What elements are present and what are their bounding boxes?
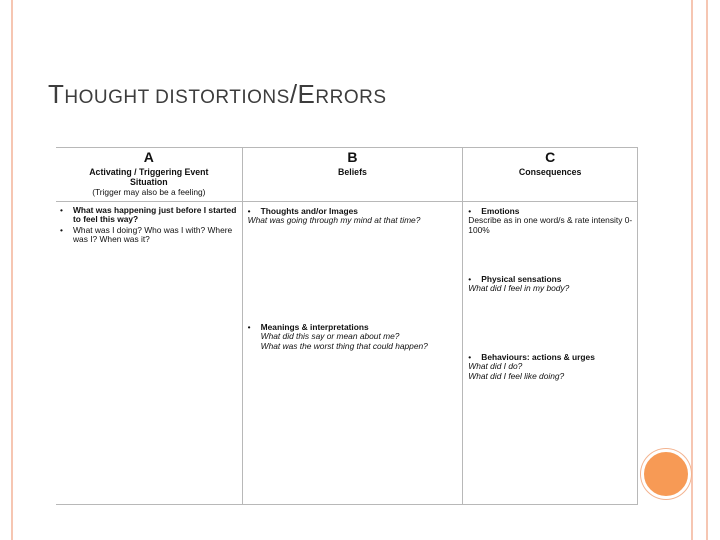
header-divider xyxy=(463,201,637,202)
list-item xyxy=(60,206,240,225)
title-part: E xyxy=(297,79,316,109)
column-a-heading-1: Activating / Triggering Event xyxy=(89,167,209,177)
meanings-question-1: What did this say or mean about me? xyxy=(260,331,400,342)
column-b-letter: B xyxy=(347,149,358,165)
column-a-letter: A xyxy=(143,149,154,165)
behaviours-question-2: What did I feel like doing? xyxy=(468,370,565,381)
thoughts-title: Thoughts and/or Images xyxy=(260,206,358,216)
list-item xyxy=(468,353,634,381)
title-part: / xyxy=(289,79,298,109)
abc-table xyxy=(56,147,638,505)
column-c-letter: C xyxy=(545,149,556,165)
column-a-bullet-1: What was happening just before I started to feel this way? xyxy=(73,205,237,225)
emotions-description: Describe as in one word/s & rate intensity 0-100% xyxy=(468,215,633,235)
list-item xyxy=(468,207,634,235)
title-part: HOUGHT DISTORTIONS xyxy=(64,87,290,108)
column-a-heading-2: Situation xyxy=(130,177,168,187)
header-divider xyxy=(56,201,242,202)
column-b xyxy=(243,148,464,504)
bullet-icon: • xyxy=(60,225,63,235)
bullet-icon: • xyxy=(60,205,63,215)
column-c-heading: Consequences xyxy=(518,167,582,177)
header-divider xyxy=(243,201,463,202)
column-a-subnote: (Trigger may also be a feeling) xyxy=(92,187,206,197)
page-title xyxy=(48,79,387,110)
list-item xyxy=(468,275,634,294)
physical-question: What did I feel in my body? xyxy=(468,283,570,294)
list-item xyxy=(60,226,240,245)
column-b-heading: Beliefs xyxy=(338,167,367,177)
meanings-title: Meanings & interpretations xyxy=(260,322,369,332)
bullet-icon: • xyxy=(247,322,251,332)
bullet-icon: • xyxy=(468,352,472,362)
meanings-question-2: What was the worst thing that could happen? xyxy=(260,340,428,351)
frame-line-right-inner xyxy=(691,0,693,540)
bullet-icon: • xyxy=(247,206,251,216)
title-part: T xyxy=(48,79,65,109)
column-c xyxy=(463,148,637,504)
list-item xyxy=(248,207,460,226)
physical-title: Physical sensations xyxy=(481,274,562,284)
column-a xyxy=(56,148,243,504)
thoughts-question: What was going through my mind at that time? xyxy=(247,215,421,226)
bullet-icon: • xyxy=(468,274,472,284)
bullet-icon: • xyxy=(468,206,472,216)
behaviours-question-1: What did I do? xyxy=(468,361,523,372)
frame-line-right-outer xyxy=(706,0,708,540)
title-part: RRORS xyxy=(315,87,387,108)
column-a-bullet-2: What was I doing? Who was I with? Where was I? When was it? xyxy=(73,225,233,245)
emotions-title: Emotions xyxy=(481,206,520,216)
frame-line-left xyxy=(11,0,13,540)
behaviours-title: Behaviours: actions & urges xyxy=(481,352,595,362)
list-item xyxy=(248,323,460,351)
decorative-circle xyxy=(641,449,691,499)
